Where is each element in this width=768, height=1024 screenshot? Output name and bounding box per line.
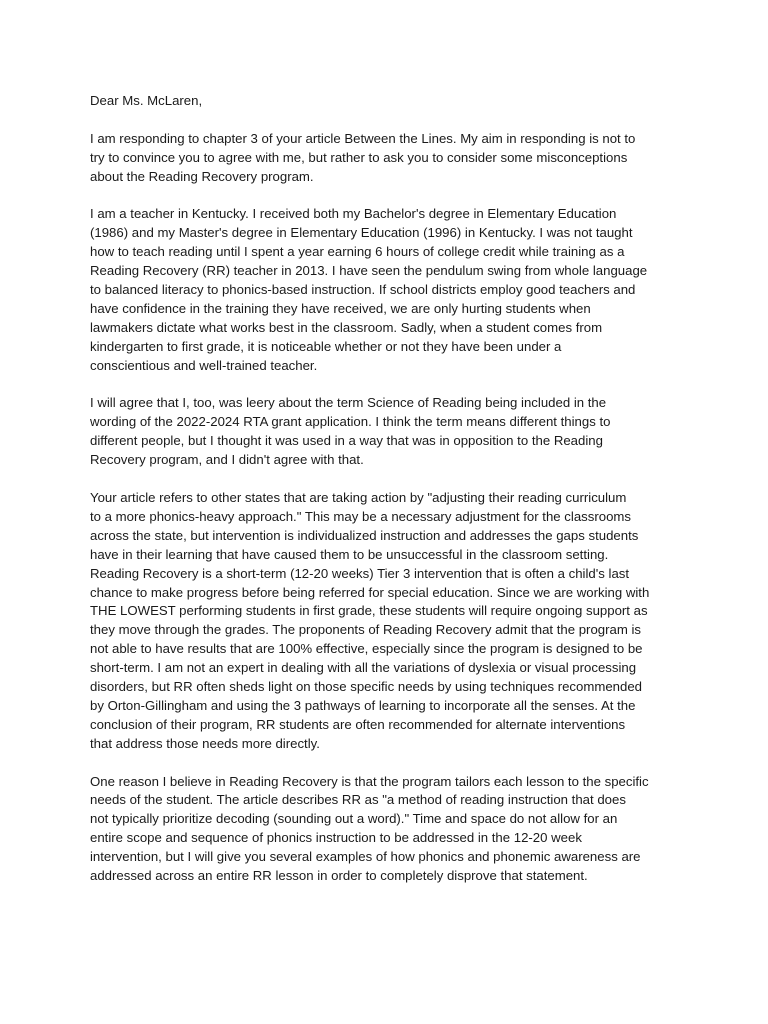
paragraph-line: Recovery program, and I didn't agree with that. [90, 452, 364, 468]
paragraph-line: try to convince you to agree with me, but rather to ask you to consider some misconceptions [90, 149, 628, 165]
paragraph-line: different people, but I thought it was used in a way that was in opposition to the Reading [90, 433, 603, 449]
paragraph-line: Reading Recovery is a short-term (12-20 weeks) Tier 3 intervention that is often a child's last [90, 565, 630, 581]
paragraph-line: that address those needs more directly. [90, 735, 320, 751]
paragraph-line: One reason I believe in Reading Recovery is that the program tailors each lesson to the specific [90, 773, 649, 789]
paragraph-1 [90, 130, 680, 187]
paragraph-4 [90, 489, 680, 754]
paragraph-line: not able to have results that are 100% effective, especially since the program is designed to be [90, 641, 643, 657]
paragraph-line: short-term. I am not an expert in dealing with all the variations of dyslexia or visual processing [90, 660, 637, 676]
paragraph-5 [90, 773, 680, 886]
paragraph-line: THE LOWEST performing students in first grade, these students will require ongoing support as [90, 603, 648, 619]
paragraph-line: needs of the student. The article describes RR as "a method of reading instruction that does [90, 792, 626, 808]
letter-body [90, 92, 680, 905]
paragraph-line: by Orton-Gillingham and using the 3 pathways of learning to incorporate all the senses. At the [90, 697, 636, 713]
paragraph-line: intervention, but I will give you several examples of how phonics and phonemic awareness are [90, 849, 641, 865]
paragraph-line: I will agree that I, too, was leery about the term Science of Reading being included in the [90, 395, 607, 411]
salutation-line: Dear Ms. McLaren, [90, 93, 203, 108]
paragraph-line: to a more phonics-heavy approach." This may be a necessary adjustment for the classrooms [90, 508, 631, 524]
paragraph-line: to balanced literacy to phonics-based instruction. If school districts employ good teachers and [90, 282, 636, 298]
paragraph-line: lawmakers dictate what works best in the classroom. Sadly, when a student comes from [90, 319, 603, 335]
paragraph-line: I am a teacher in Kentucky. I received both my Bachelor's degree in Elementary Education [90, 206, 617, 222]
paragraph-2 [90, 205, 680, 375]
paragraph-line: addressed across an entire RR lesson in order to completely disprove that statement. [90, 868, 588, 884]
paragraph-line: wording of the 2022-2024 RTA grant application. I think the term means different things to [90, 414, 611, 430]
paragraph-line: kindergarten to first grade, it is noticeable whether or not they have been under a [90, 338, 562, 354]
paragraph-line: have in their learning that have caused them to be unsuccessful in the classroom setting. [90, 546, 609, 562]
paragraph-line: they move through the grades. The proponents of Reading Recovery admit that the program is [90, 622, 642, 638]
paragraph-line: I am responding to chapter 3 of your article Between the Lines. My aim in responding is not to [90, 130, 636, 146]
paragraph-line: how to teach reading until I spent a year earning 6 hours of college credit while training as a [90, 244, 625, 260]
salutation [90, 92, 680, 111]
paragraph-line: not typically prioritize decoding (sounding out a word)." Time and space do not allow for an [90, 811, 618, 827]
paragraph-line: entire scope and sequence of phonics instruction to be addressed in the 12-20 week [90, 830, 582, 846]
paragraph-line: have confidence in the training they have received, we are only hurting students when [90, 300, 591, 316]
paragraph-line: Your article refers to other states that are taking action by "adjusting their reading curriculum [90, 489, 627, 505]
paragraph-line: conscientious and well-trained teacher. [90, 357, 318, 373]
paragraph-line: chance to make progress before being referred for special education. Since we are working with [90, 584, 650, 600]
paragraph-line: Reading Recovery (RR) teacher in 2013. I have seen the pendulum swing from whole language [90, 263, 648, 279]
paragraph-line: across the state, but intervention is individualized instruction and addresses the gaps students [90, 527, 639, 543]
paragraph-line: (1986) and my Master's degree in Elementary Education (1996) in Kentucky. I was not taught [90, 225, 633, 241]
paragraph-line: disorders, but RR often sheds light on those specific needs by using techniques recommended [90, 679, 642, 695]
paragraph-line: conclusion of their program, RR students are often recommended for alternate interventions [90, 716, 626, 732]
paragraph-line: about the Reading Recovery program. [90, 168, 314, 184]
paragraph-3 [90, 394, 680, 470]
